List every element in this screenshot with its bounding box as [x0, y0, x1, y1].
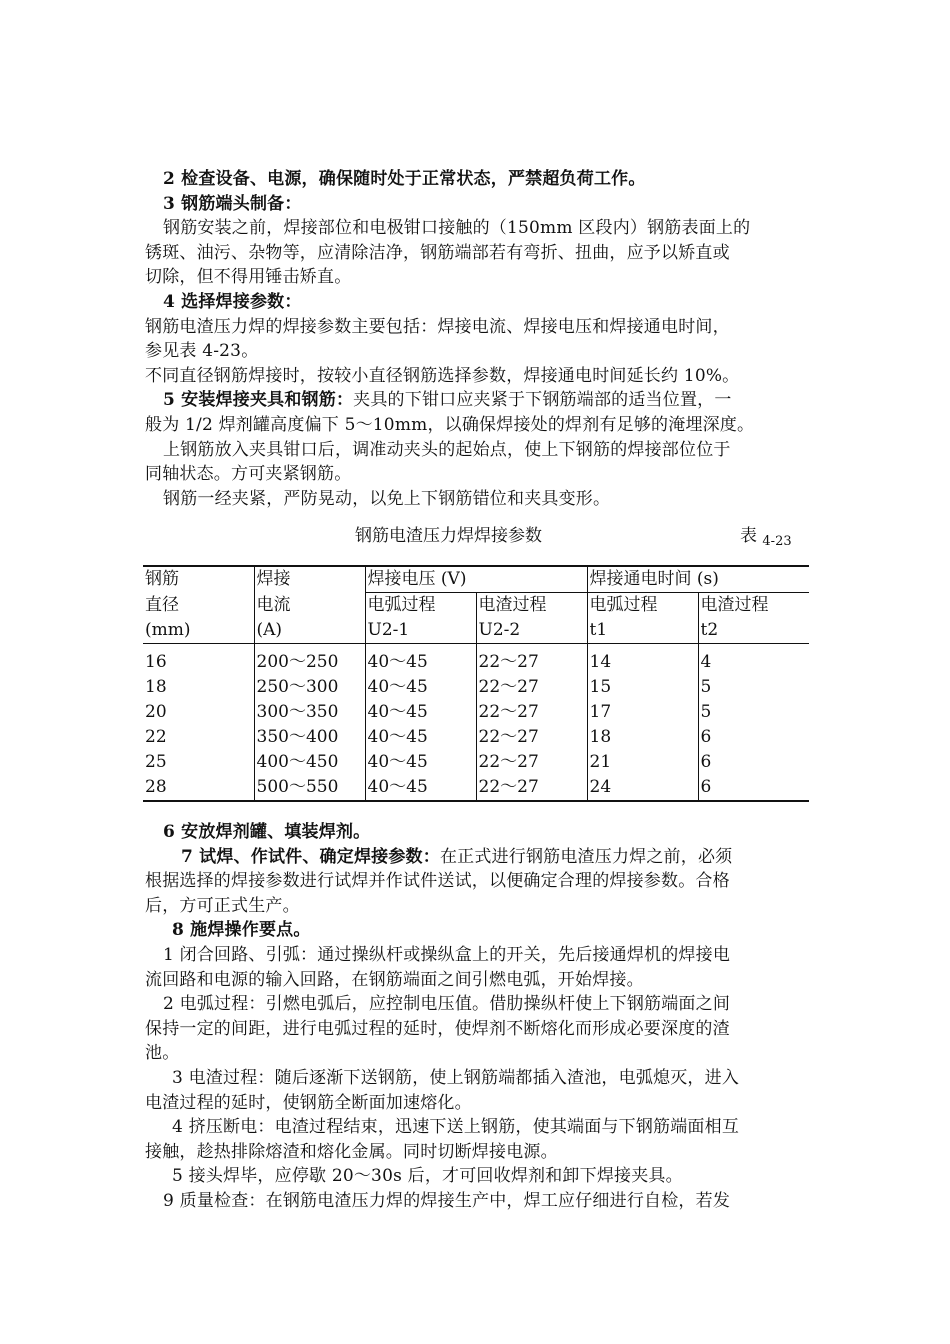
table-row	[143, 675, 809, 700]
text-line	[145, 918, 836, 943]
table-cell: 6	[698, 750, 809, 775]
body-text: 切除，但不得用锤击矫直。	[145, 267, 352, 288]
table-cell: 22～27	[476, 775, 587, 801]
text-line	[145, 241, 809, 266]
body-text: 锈斑、油污、杂物等，应清除洁净，钢筋端部若有弯折、扭曲，应予以矫直或	[145, 242, 730, 263]
table-cell: 4	[698, 644, 809, 676]
table-cell: 22～27	[476, 700, 587, 725]
text-line	[145, 438, 827, 463]
text-line	[145, 388, 827, 413]
body-text: 参见表 4-23。	[145, 341, 259, 362]
text-line	[145, 1164, 836, 1189]
header-slag-voltage: 电渣过程	[476, 593, 587, 619]
table-cell: 300～350	[254, 700, 365, 725]
table-cell: 500～550	[254, 775, 365, 801]
body-text: 流回路和电源的输入回路，在钢筋端面之间引燃电弧，开始焊接。	[145, 969, 644, 990]
text-line	[145, 413, 809, 438]
body-text: 接触，趁热排除熔渣和熔化金属。同时切断焊接电源。	[145, 1141, 558, 1162]
table-cell: 24	[587, 775, 698, 801]
header-slag-voltage-symbol: U2-2	[476, 618, 587, 644]
table-cell: 18	[587, 725, 698, 750]
table-cell: 22	[145, 727, 167, 747]
text-line	[145, 1041, 809, 1066]
bold-heading: 5 安装焊接夹具和钢筋：	[163, 390, 354, 411]
body-text: 钢筋电渣压力焊的焊接参数主要包括：焊接电流、焊接电压和焊接通电时间，	[145, 316, 730, 337]
body-text: 上钢筋放入夹具钳口后，调准动夹头的起始点，使上下钢筋的焊接部位位于	[163, 439, 731, 460]
text-line	[145, 869, 809, 894]
text-line	[145, 216, 827, 241]
body-text: 3 电渣过程：随后逐渐下送钢筋，使上钢筋端都插入渣池，电弧熄灭，进入	[172, 1068, 740, 1088]
header-diameter: 钢筋	[143, 566, 254, 593]
header-current: 焊接	[254, 566, 365, 593]
table-row	[143, 725, 809, 750]
table-cell: 40～45	[365, 750, 476, 775]
table-row	[143, 700, 809, 725]
body-text: 不同直径钢筋焊接时，按较小直径钢筋选择参数，焊接通电时间延长约 10%。	[145, 365, 740, 386]
text-line	[145, 968, 809, 993]
table-cell: 22～27	[476, 750, 587, 775]
header-slag-time: 电渣过程	[698, 593, 809, 619]
table-cell: 40～45	[365, 725, 476, 750]
body-text: 1 闭合回路、引弧：通过操纵杆或操纵盒上的开关，先后接通焊机的焊接电	[163, 945, 731, 965]
body-text: 9 质量检查：在钢筋电渣压力焊的焊接生产中，焊工应仔细进行自检，若发	[163, 1191, 731, 1211]
body-text: 同轴状态。方可夹紧钢筋。	[145, 464, 352, 485]
table-cell: 22～27	[476, 675, 587, 700]
header-current-unit: (A)	[254, 618, 365, 644]
table-number	[740, 524, 792, 554]
header-slag-time-symbol: t2	[698, 618, 809, 644]
table-cell: 40～45	[365, 675, 476, 700]
header-diameter-unit: (mm)	[143, 618, 254, 644]
table-cell: 400～450	[254, 750, 365, 775]
header-arc-time: 电弧过程	[587, 593, 698, 619]
body-text: 5 接头焊毕，应停歇 20～30s 后，才可回收焊剂和卸下焊接夹具。	[172, 1166, 683, 1187]
body-text: 钢筋一经夹紧，严防晃动，以免上下钢筋错位和夹具变形。	[163, 488, 611, 509]
welding-parameter-table	[143, 565, 809, 802]
table-cell: 22～27	[476, 644, 587, 676]
text-line	[145, 167, 827, 192]
header-row	[143, 618, 809, 644]
table-cell: 250～300	[254, 675, 365, 700]
table-cell: 15	[587, 675, 698, 700]
bold-heading: 2 检查设备、电源，确保随时处于正常状态，严禁超负荷工作。	[163, 169, 646, 189]
body-text: 池。	[145, 1043, 180, 1064]
text-line	[145, 1066, 836, 1091]
table-cell: 21	[587, 750, 698, 775]
table-row	[143, 775, 809, 801]
bold-heading: 3 钢筋端头制备：	[163, 193, 302, 214]
text-line	[145, 1091, 809, 1116]
text-line	[145, 894, 809, 919]
bold-heading: 8 施焊操作要点。	[172, 920, 311, 941]
table-body	[143, 644, 809, 802]
body-text: 钢筋安装之前，焊接部位和电极钳口接触的（150mm 区段内）钢筋表面上的	[163, 218, 751, 239]
text-line	[145, 487, 827, 512]
header-row	[143, 566, 809, 593]
table-cell: 16	[145, 652, 167, 672]
table-number-prefix: 表	[740, 526, 757, 546]
table-cell: 6	[698, 725, 809, 750]
text-line	[145, 1017, 809, 1042]
header-current: 电流	[254, 593, 365, 619]
text-line	[145, 1140, 809, 1165]
body-text: 4 挤压断电：电渣过程结束，迅速下送上钢筋，使其端面与下钢筋端面相互	[172, 1117, 740, 1138]
table-cell: 25	[145, 752, 167, 772]
table-number-value: 4-23	[762, 534, 792, 549]
text-line	[145, 290, 827, 315]
table-cell: 40～45	[365, 644, 476, 676]
header-row	[143, 593, 809, 619]
body-text: 在正式进行钢筋电渣压力焊之前，必须	[439, 846, 733, 867]
table-cell: 14	[587, 644, 698, 676]
body-text: 后，方可正式生产。	[145, 895, 300, 916]
table-row	[143, 644, 809, 676]
text-line	[145, 1115, 836, 1140]
header-voltage-group: 焊接电压 (V)	[365, 566, 587, 593]
text-line	[145, 339, 809, 364]
header-time-group: 焊接通电时间 (s)	[587, 566, 809, 593]
table-cell: 17	[587, 700, 698, 725]
text-line	[145, 1189, 827, 1214]
body-text: 夹具的下钳口应夹紧于下钢筋端部的适当位置，一	[353, 390, 732, 411]
text-line	[145, 820, 827, 845]
text-line	[145, 845, 845, 870]
bold-heading: 7 试焊、作试件、确定焊接参数：	[181, 846, 440, 867]
table-cell: 200～250	[254, 644, 365, 676]
body-text: 保持一定的间距，进行电弧过程的延时，使焊剂不断熔化而形成必要深度的渣	[145, 1018, 730, 1039]
body-text: 2 电弧过程：引燃电弧后，应控制电压值。借肋操纵杆使上下钢筋端面之间	[163, 994, 731, 1015]
table-cell: 6	[698, 775, 809, 801]
header-arc-voltage: 电弧过程	[365, 593, 476, 619]
table-cell: 5	[698, 675, 809, 700]
table-cell: 22～27	[476, 725, 587, 750]
table-row	[143, 750, 809, 775]
text-line	[145, 364, 809, 389]
table-cell: 40～45	[365, 700, 476, 725]
header-arc-time-symbol: t1	[587, 618, 698, 644]
table-cell: 18	[145, 677, 167, 697]
text-line	[145, 462, 809, 487]
bold-heading: 4 选择焊接参数：	[163, 292, 302, 312]
table-caption: 钢筋电渣压力焊焊接参数	[355, 526, 542, 546]
table-cell: 350～400	[254, 725, 365, 750]
header-diameter: 直径	[145, 594, 179, 615]
table-cell: 5	[698, 700, 809, 725]
header-arc-voltage-symbol: U2-1	[365, 618, 476, 644]
text-line	[145, 943, 827, 968]
text-line	[145, 992, 827, 1017]
table-cell: 40～45	[365, 775, 476, 801]
body-text: 电渣过程的延时，使钢筋全断面加速熔化。	[145, 1092, 472, 1113]
text-line	[145, 315, 809, 340]
body-text: 根据选择的焊接参数进行试焊并作试件送试，以便确定合理的焊接参数。合格	[145, 871, 730, 892]
table-cell: 28	[143, 775, 254, 801]
text-line	[145, 192, 827, 217]
body-text: 般为 1/2 焊剂罐高度偏下 5～10mm，以确保焊接处的焊剂有足够的淹埋深度。	[145, 415, 755, 435]
table-cell: 20	[145, 702, 167, 722]
text-line	[145, 265, 809, 290]
bold-heading: 6 安放焊剂罐、填装焊剂。	[163, 822, 371, 842]
